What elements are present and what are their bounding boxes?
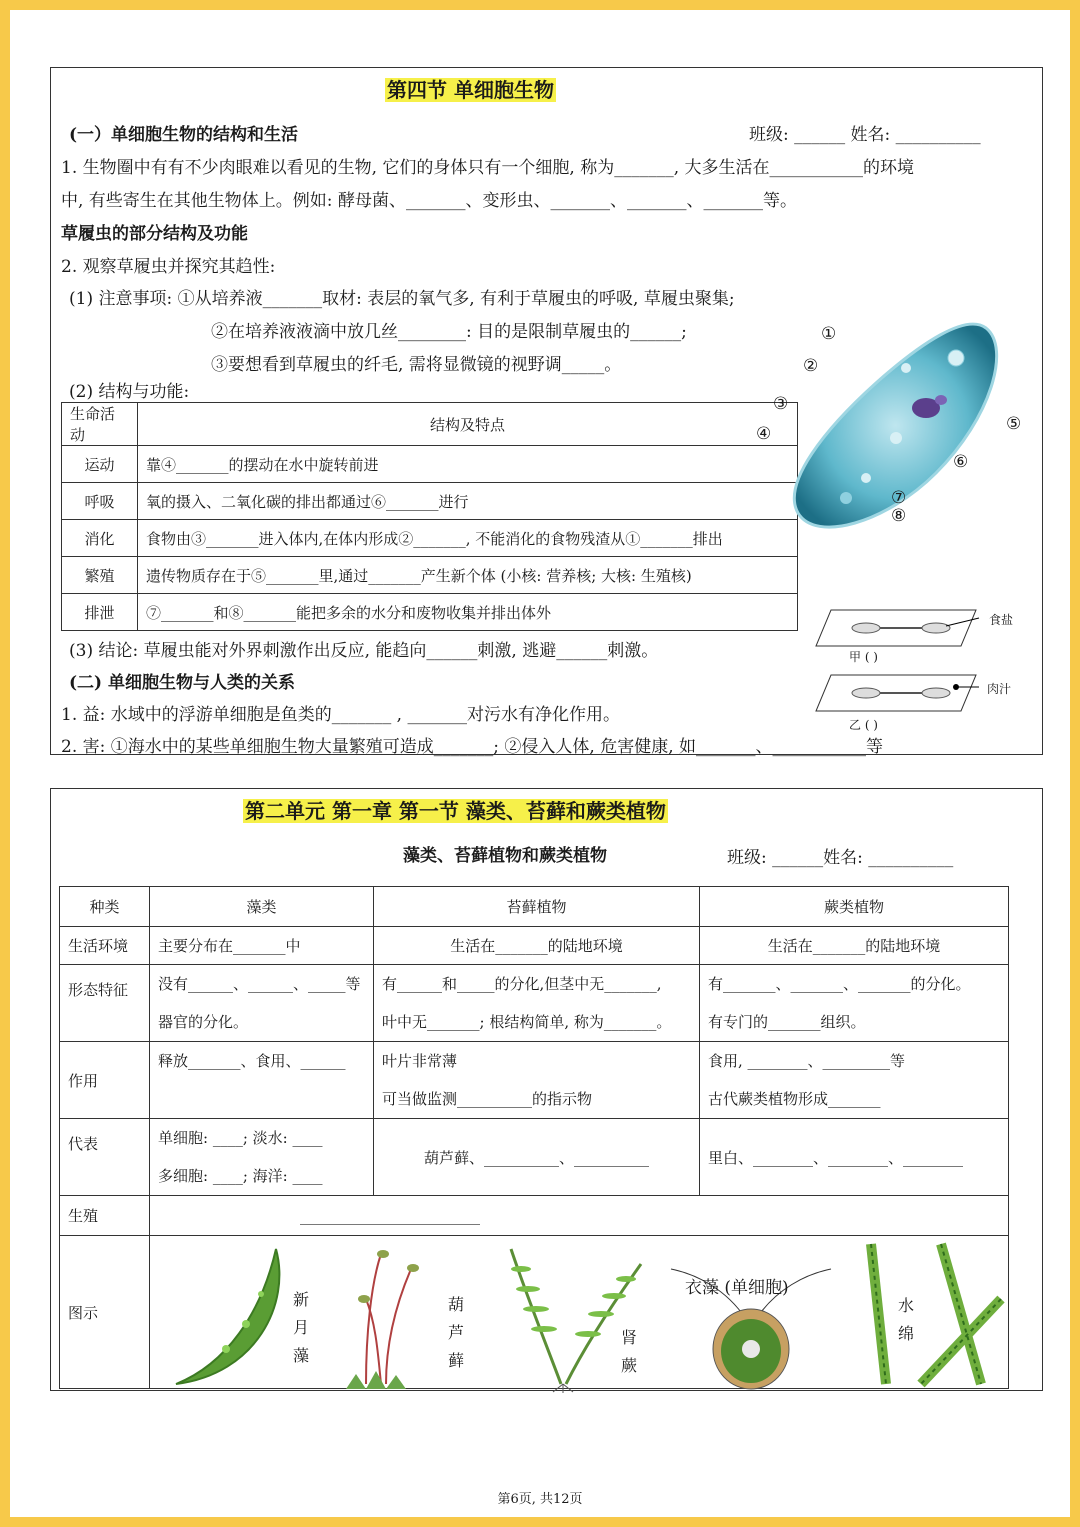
table-cell: 主要分布在_______中 <box>150 927 374 965</box>
slide-b-label: 乙 ( ) <box>849 718 878 732</box>
question-1-line1: 1. 生物圈中有有不少肉眼难以看见的生物, 它们的身体只有一个细胞, 称为_______, 大多生活在___________的环境 <box>61 158 915 178</box>
use-moss-2: 可当做监测__________的指示物 <box>382 1090 593 1108</box>
table-cell: 形态特征 <box>60 965 150 1042</box>
table-cell: 生殖 <box>60 1196 150 1236</box>
use-fern-2: 古代蕨类植物形成_______ <box>708 1090 881 1108</box>
label-1: ① <box>821 324 837 344</box>
table-cell: 生活在_______的陆地环境 <box>374 927 700 965</box>
meat-label: 肉汁 <box>987 682 1012 696</box>
table-cell: 代表 <box>60 1119 150 1196</box>
table-cell <box>150 965 374 1042</box>
table-header: 蕨类植物 <box>700 887 1009 927</box>
rep-fern: 里白、________、________、________ <box>700 1119 1009 1196</box>
table-cell: 消化 <box>62 520 138 557</box>
table-cell: 排泄 <box>62 594 138 631</box>
section-plants <box>50 788 1043 1391</box>
label-4: ④ <box>756 424 772 444</box>
form-moss-1: 有______和_____的分化,但茎中无_______, <box>382 975 662 993</box>
form-fern-2: 有专门的_______组织。 <box>708 1013 866 1031</box>
caption-fern: 肾 蕨 <box>620 1328 637 1375</box>
section-unicellular <box>50 67 1043 755</box>
conclusion: (3) 结论: 草履虫能对外界刺激作出反应, 能趋向______刺激, 逃避______刺激。 <box>69 641 659 661</box>
table-cell <box>150 1119 374 1196</box>
caption-chlamydomonas: 衣藻 (单细胞) <box>685 1278 789 1298</box>
question-1-line2: 中, 有些寄生在其他生物体上。例如: 酵母菌、_______、变形虫、_______、_______、_______等。 <box>61 191 797 211</box>
rep-algae-2: 多细胞: ____; 海洋: ____ <box>158 1167 323 1185</box>
form-fern-1: 有_______、_______、_______的分化。 <box>708 975 971 993</box>
table-cell: 呼吸 <box>62 483 138 520</box>
table-cell: 氧的摄入、二氧化碳的排出都通过⑥_______进行 <box>138 483 798 520</box>
label-2: ② <box>803 356 819 376</box>
funaria-image <box>336 1244 436 1394</box>
page <box>10 10 1070 1517</box>
chlamydomonas-image <box>666 1249 836 1399</box>
relation-benefit: 1. 益: 水域中的浮游单细胞是鱼类的_______ , _______对污水有净化作用。 <box>61 705 620 725</box>
class-name-field[interactable]: 班级: ______ 姓名: __________ <box>749 125 981 145</box>
table-cell: 繁殖 <box>62 557 138 594</box>
spirogyra-image <box>861 1239 1011 1389</box>
label-6: ⑥ <box>953 452 969 472</box>
table-cell <box>700 965 1009 1042</box>
form-algae-2: 器官的分化。 <box>158 1013 249 1031</box>
table-cell: 生活在_______的陆地环境 <box>700 927 1009 965</box>
table-header: 种类 <box>60 887 150 927</box>
table-cell: 作用 <box>60 1042 150 1119</box>
note-3: ③要想看到草履虫的纤毛, 需将显微镜的视野调_____。 <box>211 355 622 375</box>
table-header: 结构及特点 <box>138 403 798 446</box>
closterium-image <box>166 1244 286 1394</box>
slide-experiment-b <box>811 673 981 713</box>
structure-table <box>61 402 798 631</box>
label-7: ⑦ <box>891 488 907 508</box>
caption-closterium: 新 月 藻 <box>292 1290 309 1365</box>
table-cell <box>700 1042 1009 1119</box>
table-cell <box>374 1042 700 1119</box>
table-cell: 图示 <box>60 1236 150 1389</box>
subheading-1: (一）单细胞生物的结构和生活 <box>69 125 299 145</box>
use-fern-1: 食用, ________、_________等 <box>708 1052 906 1070</box>
label-8: ⑧ <box>891 506 907 526</box>
section-title: 第二单元 第一章 第一节 藻类、苔藓和蕨类植物 <box>245 799 666 823</box>
table-cell: ⑦_______和⑧_______能把多余的水分和废物收集并排出体外 <box>138 594 798 631</box>
worksheet-subtitle: 藻类、苔藓植物和蕨类植物 <box>403 846 607 866</box>
table-cell: 运动 <box>62 446 138 483</box>
use-moss-1: 叶片非常薄 <box>382 1052 458 1070</box>
rep-algae-1: 单细胞: ____; 淡水: ____ <box>158 1129 323 1147</box>
table-header: 生命活动 <box>62 403 138 446</box>
label-3: ③ <box>773 394 789 414</box>
table-cell: 生活环境 <box>60 927 150 965</box>
relation-harm: 2. 害: ①海水中的某些单细胞生物大量繁殖可造成_______; ②侵入人体, 危害健康, 如_______、___________等 <box>61 737 883 757</box>
note-1: (1) 注意事项: ①从培养液_______取材: 表层的氧气多, 有利于草履虫的呼吸, 草履虫聚集; <box>69 289 735 309</box>
table-cell: 食物由③_______进入体内,在体内形成②_______, 不能消化的食物残渣从①_______排出 <box>138 520 798 557</box>
structure-function-label: (2) 结构与功能: <box>69 382 190 402</box>
slide-experiment-a <box>811 608 981 648</box>
class-name-field[interactable]: 班级: ______姓名: __________ <box>727 848 954 868</box>
caption-spirogyra: 水 绵 <box>897 1296 914 1343</box>
question-2: 2. 观察草履虫并探究其趋性: <box>61 257 276 277</box>
table-header: 苔藓植物 <box>374 887 700 927</box>
salt-label: 食盐 <box>989 613 1014 627</box>
rep-moss: 葫芦藓、__________、__________ <box>374 1119 700 1196</box>
label-5: ⑤ <box>1006 414 1022 434</box>
form-algae-1: 没有______、______、_____等 <box>158 975 361 993</box>
table-cell: 靠④_______的摆动在水中旋转前进 <box>138 446 798 483</box>
form-moss-2: 叶中无_______; 根结构简单, 称为_______。 <box>382 1013 672 1031</box>
table-cell: 遗传物质存在于⑤_______里,通过_______产生新个体 (小核: 营养核; 大核: 生殖核) <box>138 557 798 594</box>
caption-funaria: 葫 芦 藓 <box>447 1295 464 1370</box>
page-footer: 第6页, 共12页 <box>497 1492 583 1507</box>
table-cell <box>374 965 700 1042</box>
subheading-2: (二) 单细胞生物与人类的关系 <box>69 673 296 693</box>
use-algae: 释放_______、食用、______ <box>150 1042 374 1119</box>
note-2: ②在培养液液滴中放几丝________: 目的是限制草履虫的______; <box>211 322 687 342</box>
table-header: 藻类 <box>150 887 374 927</box>
section-title: 第四节 单细胞生物 <box>387 78 554 102</box>
repro-blank: ________________________ <box>150 1196 1009 1236</box>
paramecium-title: 草履虫的部分结构及功能 <box>61 224 248 244</box>
slide-a-label: 甲 ( ) <box>849 650 878 664</box>
